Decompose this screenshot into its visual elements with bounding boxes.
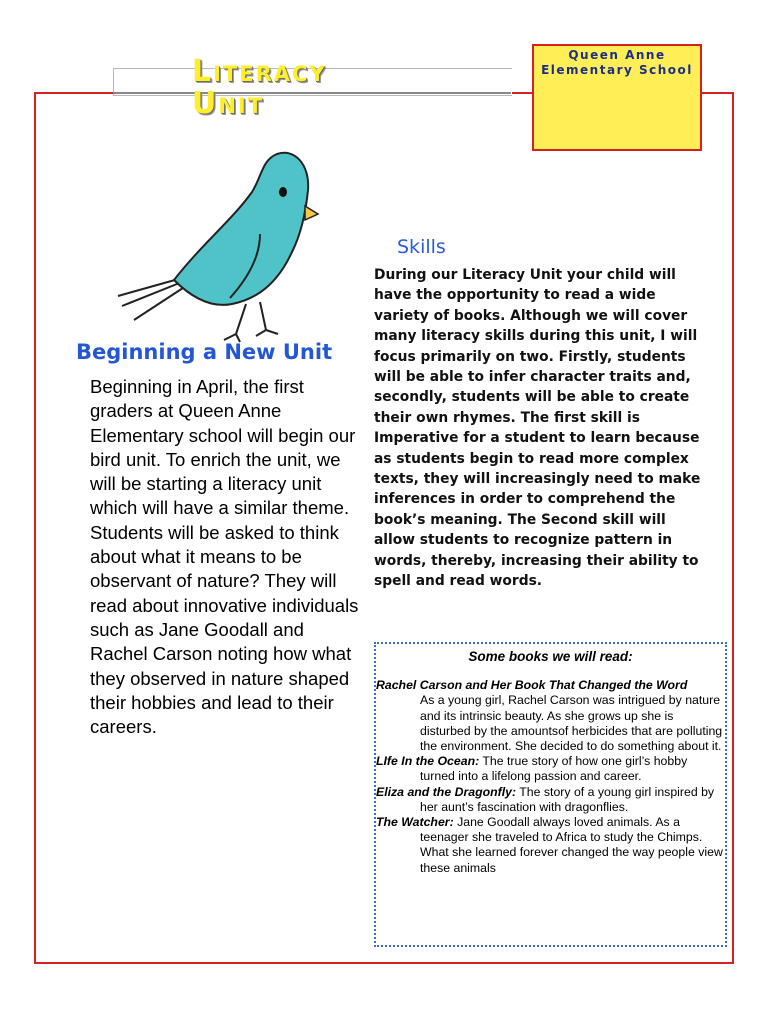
book-title: The Watcher: xyxy=(376,815,454,830)
book-title: LIfe In the Ocean: xyxy=(376,754,480,769)
books-box xyxy=(374,642,727,947)
book-title: Eliza and the Dragonfly: xyxy=(376,784,517,799)
school-name-line-1: Queen Anne xyxy=(568,48,666,62)
books-heading: Some books we will read: xyxy=(468,649,633,664)
book-entry xyxy=(376,785,725,815)
bird-icon xyxy=(112,148,348,344)
book-description: The story of a young girl inspired by her aunt’s fascination with dragonflies. xyxy=(420,784,715,814)
title-line-2: Unit xyxy=(192,85,265,121)
skills-heading: Skills xyxy=(397,236,446,258)
book-title: Rachel Carson and Her Book That Changed the Word xyxy=(376,678,688,693)
title-line-1: Literacy xyxy=(192,54,327,89)
school-name-line-2: Elementary School xyxy=(541,63,693,77)
book-description: Jane Goodall always loved animals. As a teenager she traveled to Africa to study the Chimps. What she learned forever changed the way people view these animals xyxy=(420,815,723,875)
book-description: As a young girl, Rachel Carson was intrigued by nature and its intrinsic beauty. As she grows up she is disturbed by the amountsof herbicides that are polluting the environment. She decided to do something about it. xyxy=(420,693,723,754)
beginning-heading: Beginning a New Unit xyxy=(76,340,333,364)
intro-paragraph: Beginning in April, the first graders at Queen Anne Elementary school will begin our bird unit. To enrich the unit, we will be starting a literacy unit which will have a similar theme. Students will be asked to think about what it means to be observant of nature? They will read about innovative individuals such as Jane Goodall and Rachel Carson noting how what they observed in nature shaped their hobbies and lead to their careers. xyxy=(90,376,359,738)
skills-paragraph: During our Literacy Unit your child will have the opportunity to read a wide variety of books. Although we will cover many literacy skills during this unit, I will focus primarily on two. Firstly, students will be able to infer character traits and, secondly, students will be able to create their own rhymes. The first skill is Imperative for a student to learn because as students begin to read more complex texts, they will increasingly need to make inferences in order to comprehend the book’s meaning. The Second skill will allow students to recognize pattern in words, thereby, increasing their ability to spell and read words. xyxy=(374,267,701,590)
book-entry xyxy=(376,678,725,754)
page-title xyxy=(192,56,327,119)
book-entry xyxy=(376,754,725,784)
book-entry xyxy=(376,815,725,876)
book-description: The true story of how one girl’s hobby turned into a lifelong passion and career. xyxy=(420,754,688,784)
school-name-box xyxy=(532,44,702,151)
